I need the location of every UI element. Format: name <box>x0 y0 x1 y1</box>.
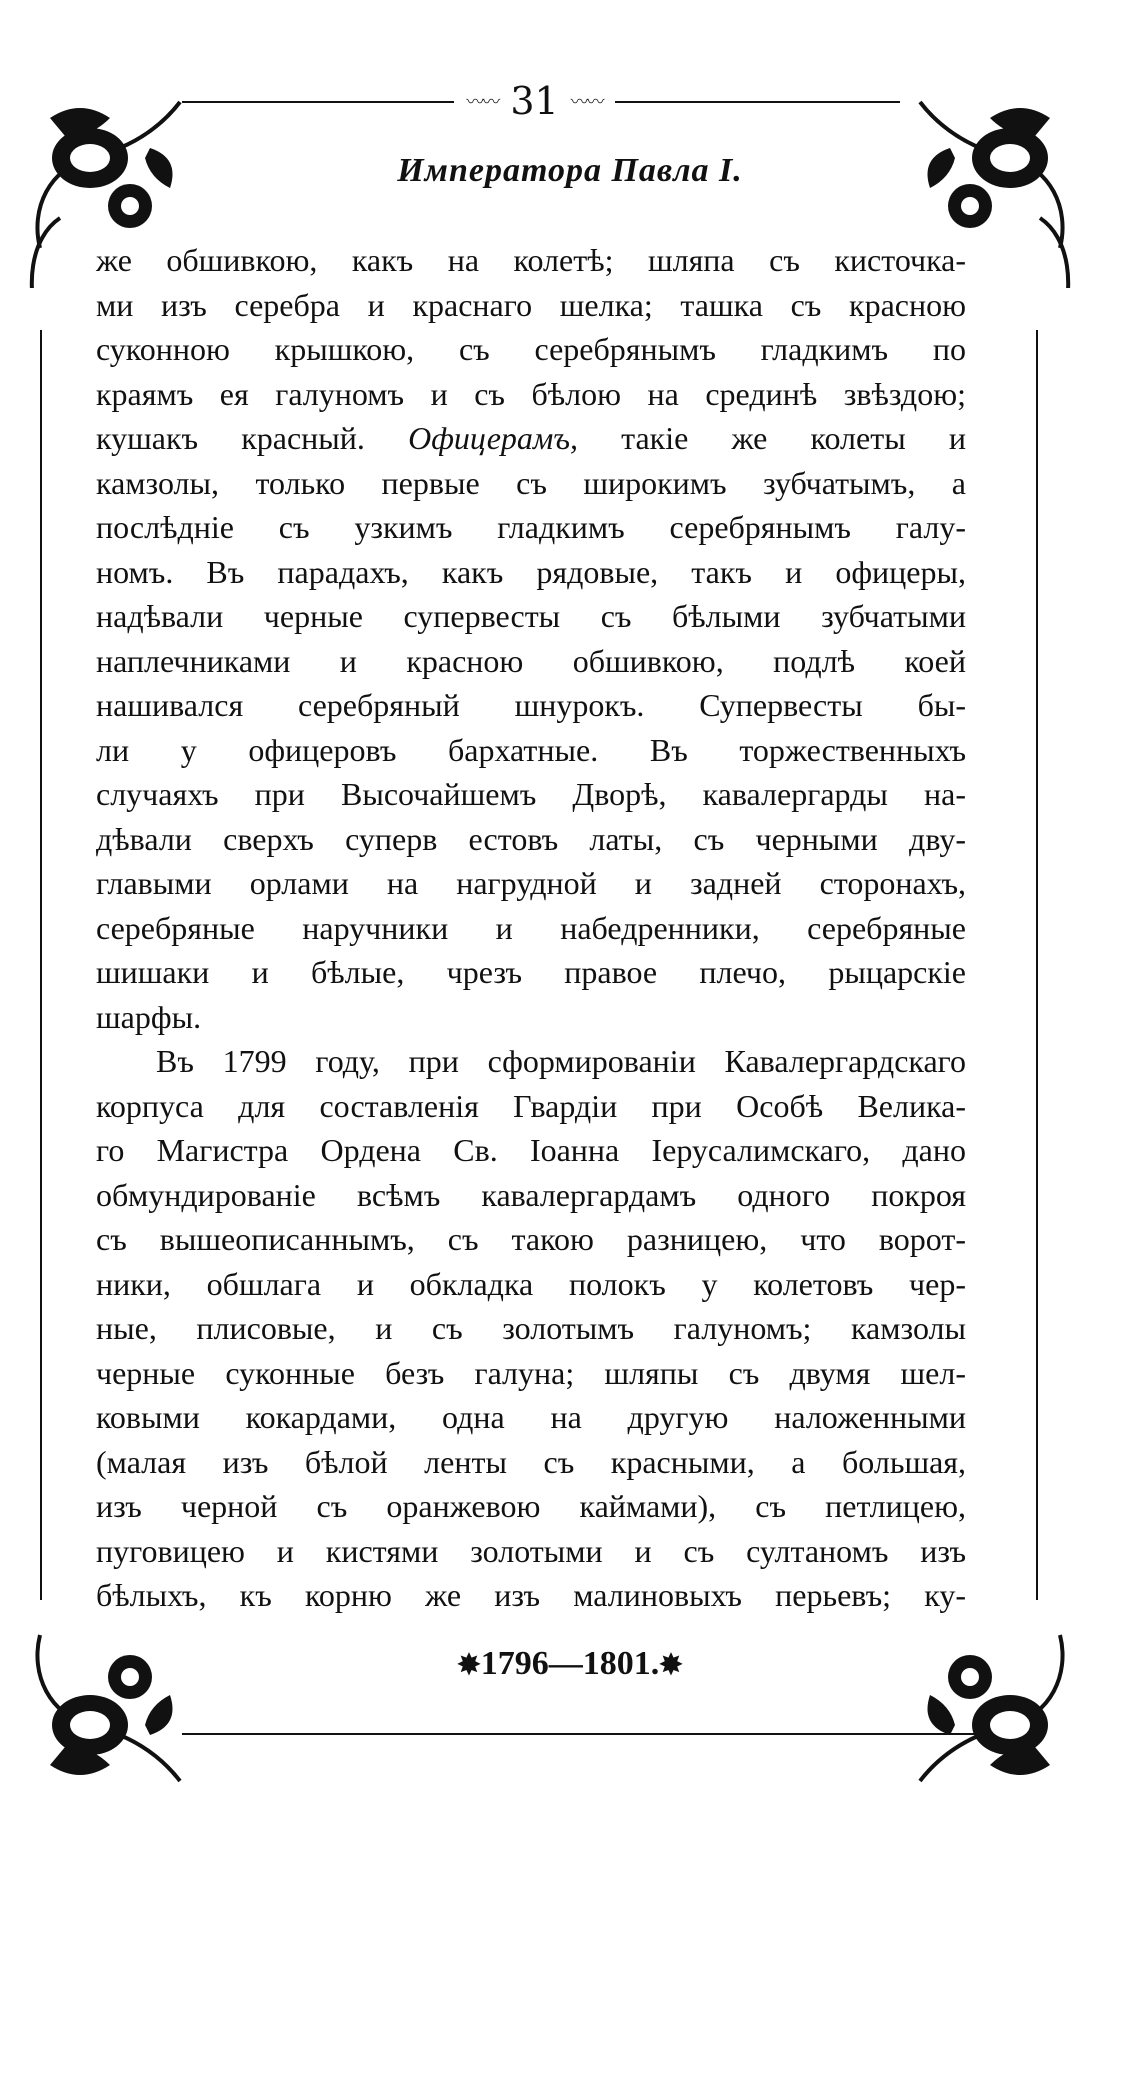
flourish-right: 〰〰 <box>570 92 603 113</box>
text-line: шишаки и бѣлые, чрезъ правое плечо, рыцарскіе <box>96 954 966 990</box>
star-ornament-left: ✸ <box>457 1650 481 1681</box>
footer-dates-text: 1796—1801. <box>480 1645 660 1682</box>
text-line: ники, обшлага и обкладка полокъ у колетовъ чер- <box>96 1265 966 1302</box>
text-line <box>96 416 966 461</box>
text-line: ми изъ серебра и краснаго шелка; ташка съ красною <box>96 286 966 323</box>
text-line: черные суконные безъ галуна; шляпы съ двумя шел- <box>96 1354 966 1391</box>
footer-dates <box>0 1645 1140 1683</box>
text-line: дѣвали сверхъ суперв естовъ латы, съ черными дву- <box>96 820 966 857</box>
text-line: шарфы. <box>96 998 202 1035</box>
text-line: пуговицею и кистями золотыми и съ султаномъ изъ <box>96 1532 966 1569</box>
text-line: надѣвали черные супервесты съ бѣлыми зубчатыми <box>96 598 966 634</box>
text-line: нашивался серебряный шнурокъ. Супервесты бы- <box>96 687 966 723</box>
text-line: корпуса для составленія Гвардіи при Особѣ Велика- <box>96 1087 966 1124</box>
text-segment: кушакъ красный. <box>96 420 409 456</box>
page-number-group <box>454 78 615 124</box>
page-number: 31 <box>510 79 559 123</box>
running-head: Императора Павла I. <box>397 152 743 189</box>
text-line: изъ черной съ оранжевою каймами), съ петлицею, <box>96 1488 966 1524</box>
right-border-rule <box>1036 330 1038 1600</box>
text-line: номъ. Въ парадахъ, какъ рядовые, такъ и офицеры, <box>96 553 966 590</box>
flourish-left: 〰〰 <box>466 92 499 113</box>
left-border-rule <box>40 330 42 1600</box>
text-line: ковыми кокардами, одна на другую наложенными <box>96 1399 966 1435</box>
text-line: краямъ ея галуномъ и съ бѣлою на срединѣ звѣздою; <box>96 375 966 412</box>
text-line: съ вышеописаннымъ, съ такою разницею, что ворот- <box>96 1221 966 1257</box>
text-line: главыми орлами на нагрудной и задней сторонахъ, <box>96 865 966 901</box>
corner-ornament-bottom-left <box>20 1595 200 1795</box>
text-line: серебряные наручники и набедренники, серебряные <box>96 909 966 946</box>
text-line: го Магистра Ордена Св. Іоанна Іерусалимскаго, дано <box>96 1132 966 1168</box>
text-line: Въ 1799 году, при сформированіи Кавалергардскаго <box>156 1043 966 1079</box>
text-line: ли у офицеровъ бархатные. Въ торжественныхъ <box>96 731 966 768</box>
italic-term: Офицерамъ, <box>408 420 578 456</box>
text-line: суконною крышкою, съ серебрянымъ гладкимъ по <box>96 331 966 367</box>
corner-ornament-bottom-right <box>900 1595 1080 1795</box>
bottom-rule <box>182 1733 1022 1735</box>
text-line: наплечниками и красною обшивкою, подлѣ коей <box>96 642 966 679</box>
body-text <box>96 238 966 1618</box>
text-line: камзолы, только первые съ широкимъ зубчатымъ, а <box>96 464 966 501</box>
top-rule-right <box>615 101 900 103</box>
text-line: обмундированіе всѣмъ кавалергардамъ одного покроя <box>96 1176 966 1213</box>
text-segment: такіе же колеты и <box>577 420 967 456</box>
text-line: бѣлыхъ, къ корню же изъ малиновыхъ перьевъ; ку- <box>96 1577 966 1613</box>
text-line: ные, плисовые, и съ золотымъ галуномъ; камзолы <box>96 1310 966 1346</box>
text-line: же обшивкою, какъ на колетѣ; шляпа съ кисточка- <box>96 242 966 278</box>
text-line: послѣдніе съ узкимъ гладкимъ серебрянымъ галу- <box>96 509 966 545</box>
star-ornament-right: ✸ <box>659 1650 683 1681</box>
text-line: случаяхъ при Высочайшемъ Дворѣ, кавалергарды на- <box>96 776 966 812</box>
text-line: (малая изъ бѣлой ленты съ красными, а большая, <box>96 1443 966 1480</box>
top-rule-left <box>182 101 454 103</box>
